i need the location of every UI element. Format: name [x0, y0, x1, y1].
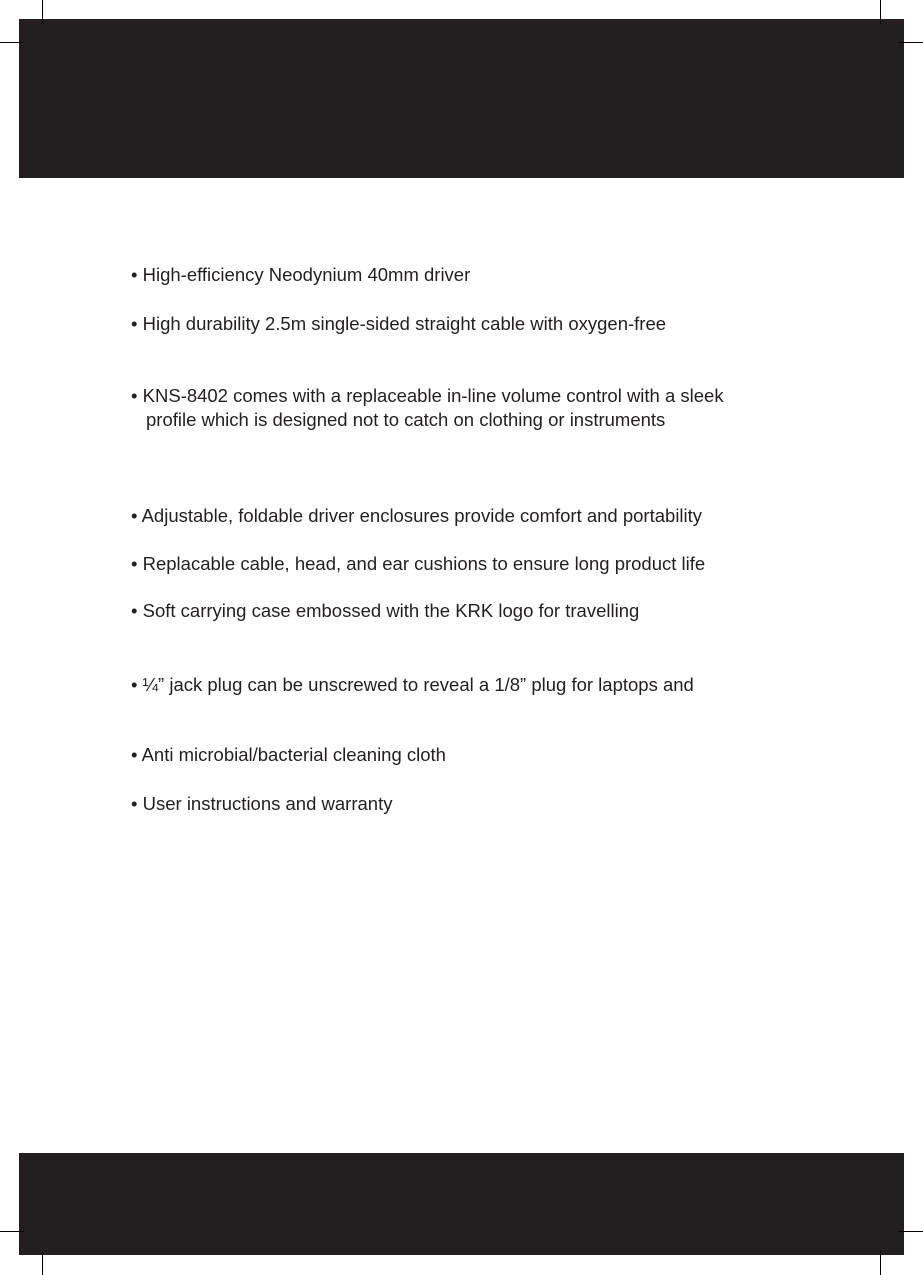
footer-band	[19, 1153, 904, 1255]
crop-mark	[42, 1251, 43, 1275]
feature-instructions: • User instructions and warranty	[131, 793, 393, 814]
feature-jack-plug: • ¼” jack plug can be unscrewed to reveal a 1/8” plug for laptops and	[131, 674, 694, 695]
feature-cable: • High durability 2.5m single-sided straight cable with oxygen-free	[131, 313, 667, 334]
feature-cleaning-cloth: • Anti microbial/bacterial cleaning cloth	[131, 744, 446, 765]
crop-mark	[899, 1231, 923, 1232]
crop-mark	[899, 42, 923, 43]
feature-volume-control-cont: profile which is designed not to catch on clothing or instruments	[146, 409, 666, 430]
crop-mark	[880, 1251, 881, 1275]
feature-replaceable-parts: • Replacable cable, head, and ear cushions to ensure long product life	[131, 553, 706, 574]
crop-mark	[880, 0, 881, 24]
crop-mark	[42, 0, 43, 24]
feature-carrying-case: • Soft carrying case embossed with the KRK logo for travelling	[131, 600, 640, 621]
header-band	[19, 19, 904, 178]
crop-mark	[0, 1231, 24, 1232]
feature-driver: • High-efficiency Neodynium 40mm driver	[131, 264, 471, 285]
feature-volume-control: • KNS-8402 comes with a replaceable in-line volume control with a sleek	[131, 385, 724, 406]
feature-enclosures: • Adjustable, foldable driver enclosures provide comfort and portability	[131, 505, 703, 526]
crop-mark	[0, 42, 24, 43]
